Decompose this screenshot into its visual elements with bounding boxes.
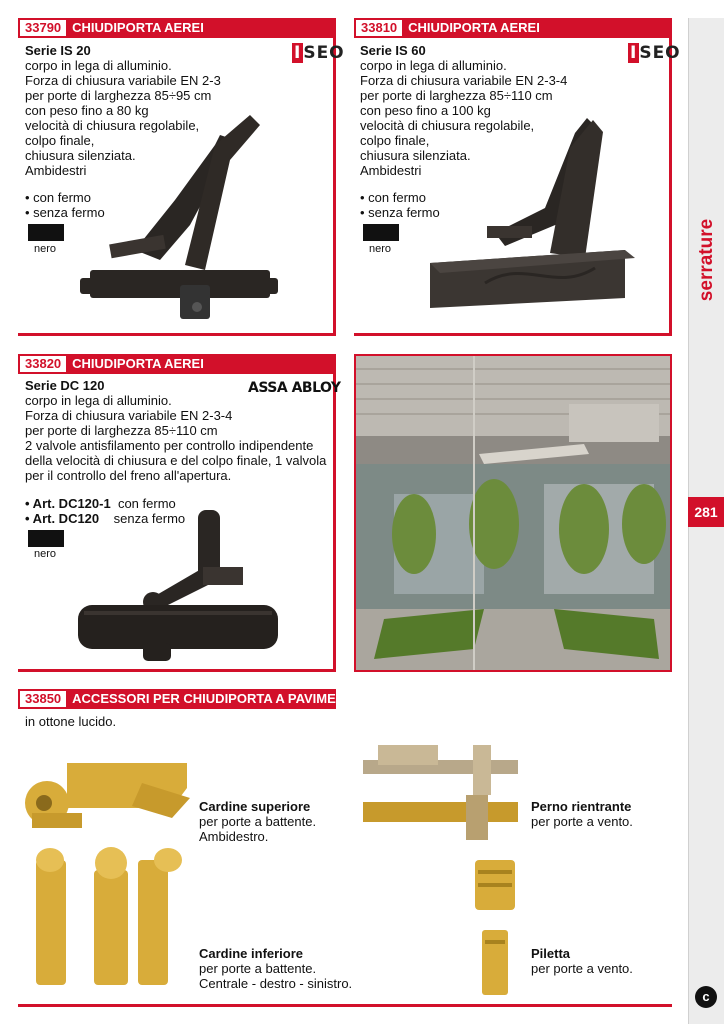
retractable-pivot-image — [358, 740, 523, 845]
product-header — [18, 18, 336, 38]
brand-logo-iseo: I SEO — [294, 43, 345, 63]
color-swatch — [28, 224, 64, 241]
product-code: 33850 — [20, 691, 66, 707]
color-label: nero — [34, 548, 57, 560]
color-swatch — [28, 530, 64, 547]
product-title: CHIUDIPORTA AEREI — [72, 20, 204, 35]
copyright-icon: c — [695, 986, 717, 1008]
door-closer-dc120-image — [78, 505, 283, 667]
brand-logo-iseo: I SEO — [630, 43, 681, 63]
series-name: Serie DC 120 — [25, 378, 105, 393]
color-label: nero — [369, 243, 392, 255]
option-list: • con fermo • senza fermo — [360, 190, 440, 220]
door-closer-is60-image — [425, 108, 640, 330]
product-description: Serie IS 60 corpo in lega di alluminio. Forza di chiusura variabile EN 2-3-4 per porte di larghezza 85÷110 cm con peso fino a 100 kg velocità di chiusura regolabile, colpo finale, chiusura silenziata. Ambidestri — [360, 43, 568, 178]
article-list: • Art. DC120-1 con fermo • Art. DC120 senza fermo — [25, 496, 186, 526]
option-list: • con fermo • senza fermo — [25, 190, 105, 220]
color-swatch — [363, 224, 399, 241]
product-code: 33820 — [20, 356, 66, 372]
product-header — [18, 354, 336, 374]
product-description: Serie DC 120 corpo in lega di alluminio. Forza di chiusura variabile EN 2-3-4 per porte di larghezza 85÷110 cm 2 valvole antisfilamento per controllo indipendente della velocità di chiusura e del colpo finale, 1 valvola per il controllo del freno all'apertura. — [25, 378, 327, 483]
series-name: Serie IS 20 — [25, 43, 91, 58]
brand-logo-assa-abloy: ASSA ABLOY — [248, 380, 341, 396]
intro-text: in ottone lucido. — [25, 714, 117, 729]
accessory-cardine-inferiore: Cardine inferiore per porte a battente. Centrale - destro - sinistro. — [199, 946, 353, 991]
product-header — [18, 689, 363, 709]
product-description: Serie IS 20 corpo in lega di alluminio. Forza di chiusura variabile EN 2-3 per porte di larghezza 85÷95 cm con peso fino a 80 kg velocità di chiusura regolabile, colpo finale, chiusura silenziata. Ambidestri — [25, 43, 221, 178]
product-title: CHIUDIPORTA AEREI — [408, 20, 540, 35]
product-title: CHIUDIPORTA AEREI — [72, 356, 204, 371]
series-name: Serie IS 60 — [360, 43, 426, 58]
accessory-cardine-superiore: Cardine superiore per porte a battente. Ambidestro. — [199, 799, 317, 844]
lower-hinge-image — [28, 845, 193, 990]
door-closer-is20-image — [75, 105, 280, 327]
color-label: nero — [34, 243, 57, 255]
installation-photo — [354, 354, 672, 672]
product-code: 33790 — [20, 20, 66, 36]
page-number: 281 — [688, 497, 724, 527]
section-label: serrature — [696, 218, 717, 302]
product-title: ACCESSORI PER CHIUDIPORTA A PAVIMENTO — [72, 691, 363, 706]
product-header — [354, 18, 672, 38]
product-code: 33810 — [356, 20, 402, 36]
section-divider — [18, 1004, 672, 1007]
floor-socket-image — [470, 855, 520, 1000]
accessory-perno-rientrante: Perno rientrante per porte a vento. — [531, 799, 633, 829]
accessory-piletta: Piletta per porte a vento. — [531, 946, 633, 976]
upper-hinge-image — [22, 758, 192, 833]
